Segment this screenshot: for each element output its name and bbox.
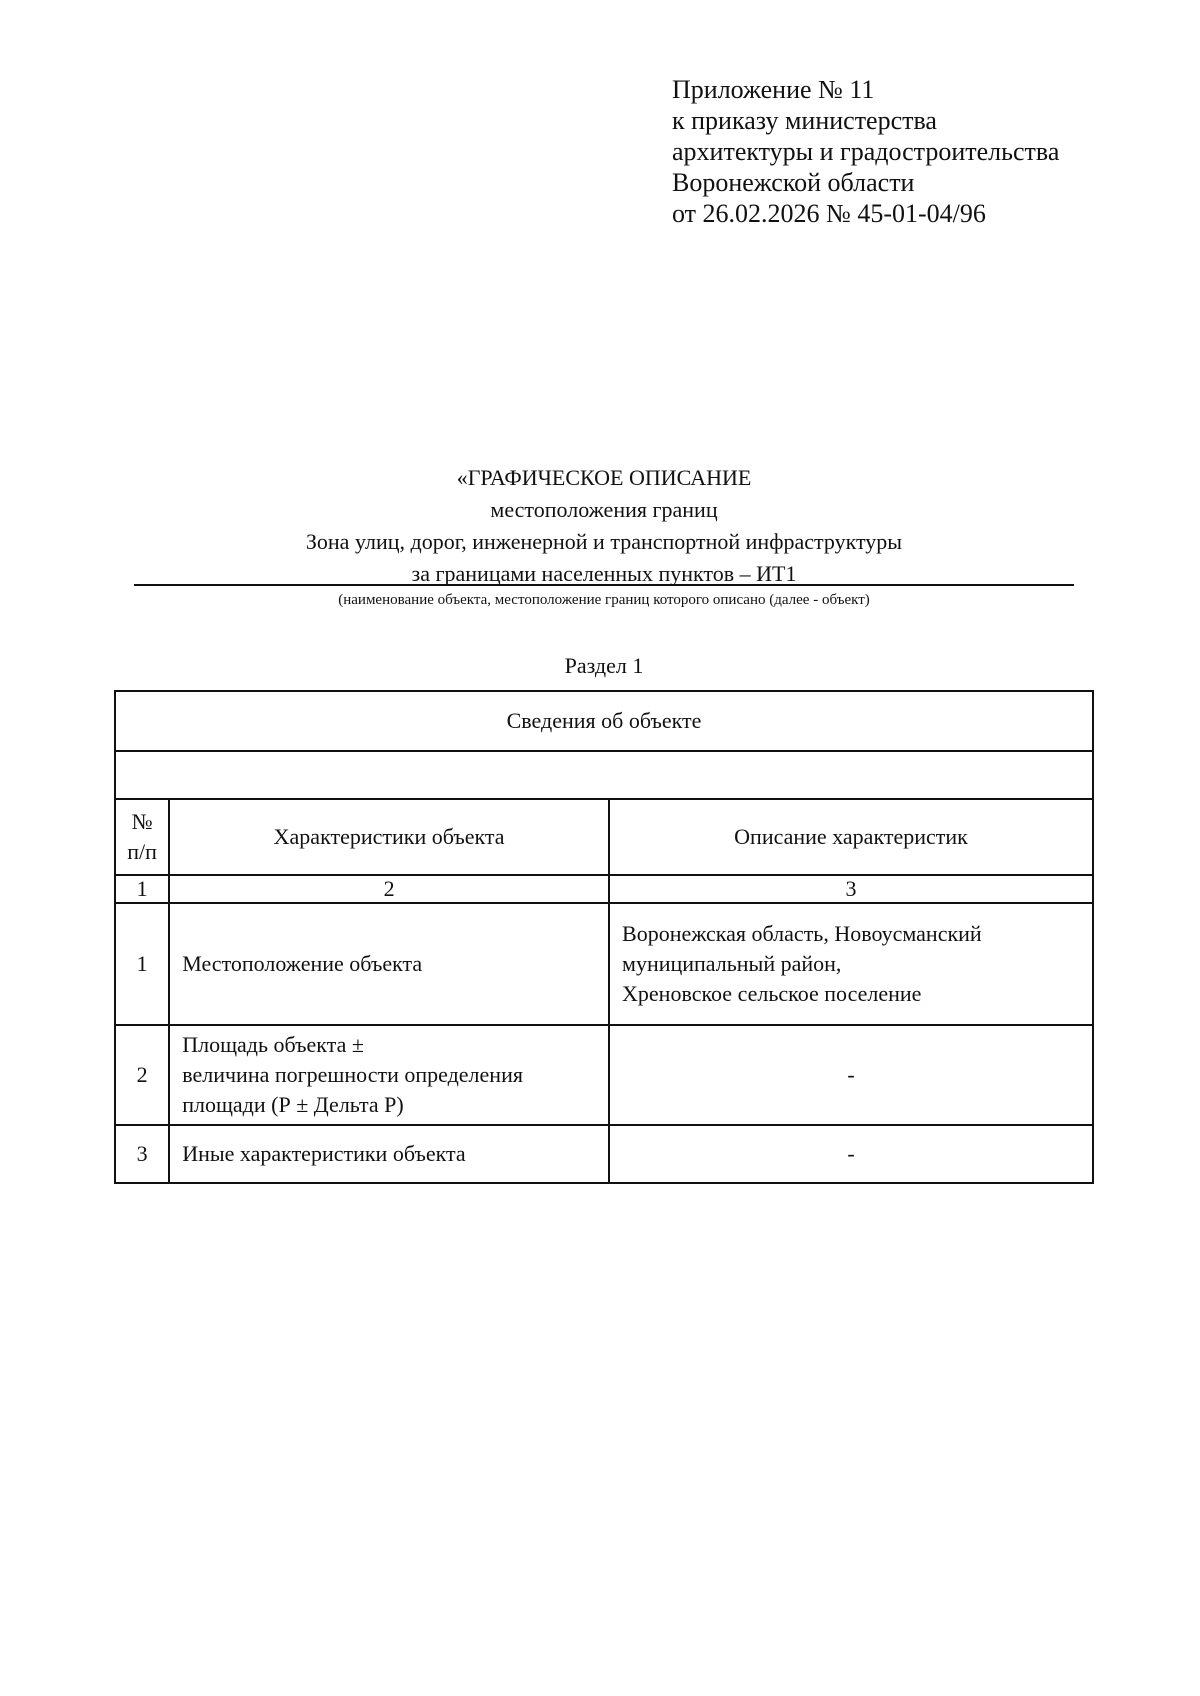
column-header-num (115, 799, 169, 875)
row-characteristic (169, 903, 609, 1025)
characteristic-line: величина погрешности определения (182, 1062, 523, 1087)
table-heading: Сведения об объекте (115, 691, 1093, 751)
appendix-line: Приложение № 11 (672, 75, 875, 104)
column-header-characteristics: Характеристики объекта (169, 799, 609, 875)
characteristic-line: площади (Р ± Дельта Р) (182, 1092, 404, 1117)
column-number: 1 (115, 875, 169, 903)
appendix-header (672, 74, 1059, 229)
title-line: за границами населенных пунктов – ИТ1 (411, 561, 797, 586)
description-line: - (847, 1141, 855, 1166)
characteristic-line: Местоположение объекта (182, 951, 423, 976)
appendix-line: от 26.02.2026 № 45-01-04/96 (672, 199, 986, 228)
empty-cell (115, 751, 1093, 799)
title-underline (134, 584, 1074, 586)
row-characteristic (169, 1025, 609, 1125)
row-number: 3 (115, 1125, 169, 1183)
row-characteristic (169, 1125, 609, 1183)
num-header-line: п/п (127, 839, 157, 864)
object-caption: (наименование объекта, местоположение границ которого описано (далее - объект) (338, 592, 870, 608)
description-line: - (847, 1062, 855, 1087)
column-number: 2 (169, 875, 609, 903)
table-row (115, 903, 1093, 1025)
num-header-line: № (131, 809, 153, 834)
table-row (115, 1125, 1093, 1183)
section-label: Раздел 1 (564, 653, 644, 678)
row-description (609, 903, 1093, 1025)
characteristic-line: Площадь объекта ± (182, 1032, 364, 1057)
column-header-description: Описание характеристик (609, 799, 1093, 875)
column-header-row (115, 799, 1093, 875)
object-info-table (114, 690, 1094, 1184)
document-title (134, 462, 1074, 590)
column-number: 3 (609, 875, 1093, 903)
description-line: муниципальный район, (622, 951, 842, 976)
table-heading-row (115, 691, 1093, 751)
title-line: местоположения границ (490, 497, 718, 522)
description-line: Воронежская область, Новоусманский (622, 921, 982, 946)
title-line: «ГРАФИЧЕСКОЕ ОПИСАНИЕ (456, 465, 752, 490)
appendix-line: к приказу министерства (672, 106, 937, 135)
appendix-line: Воронежской области (672, 168, 915, 197)
row-number: 2 (115, 1025, 169, 1125)
row-number: 1 (115, 903, 169, 1025)
description-line: Хреновское сельское поселение (622, 981, 922, 1006)
row-description (609, 1125, 1093, 1183)
characteristic-line: Иные характеристики объекта (182, 1141, 466, 1166)
row-description (609, 1025, 1093, 1125)
table-empty-row (115, 751, 1093, 799)
column-number-row (115, 875, 1093, 903)
title-line: Зона улиц, дорог, инженерной и транспортной инфраструктуры (305, 529, 903, 554)
table-row (115, 1025, 1093, 1125)
appendix-line: архитектуры и градостроительства (672, 137, 1060, 166)
